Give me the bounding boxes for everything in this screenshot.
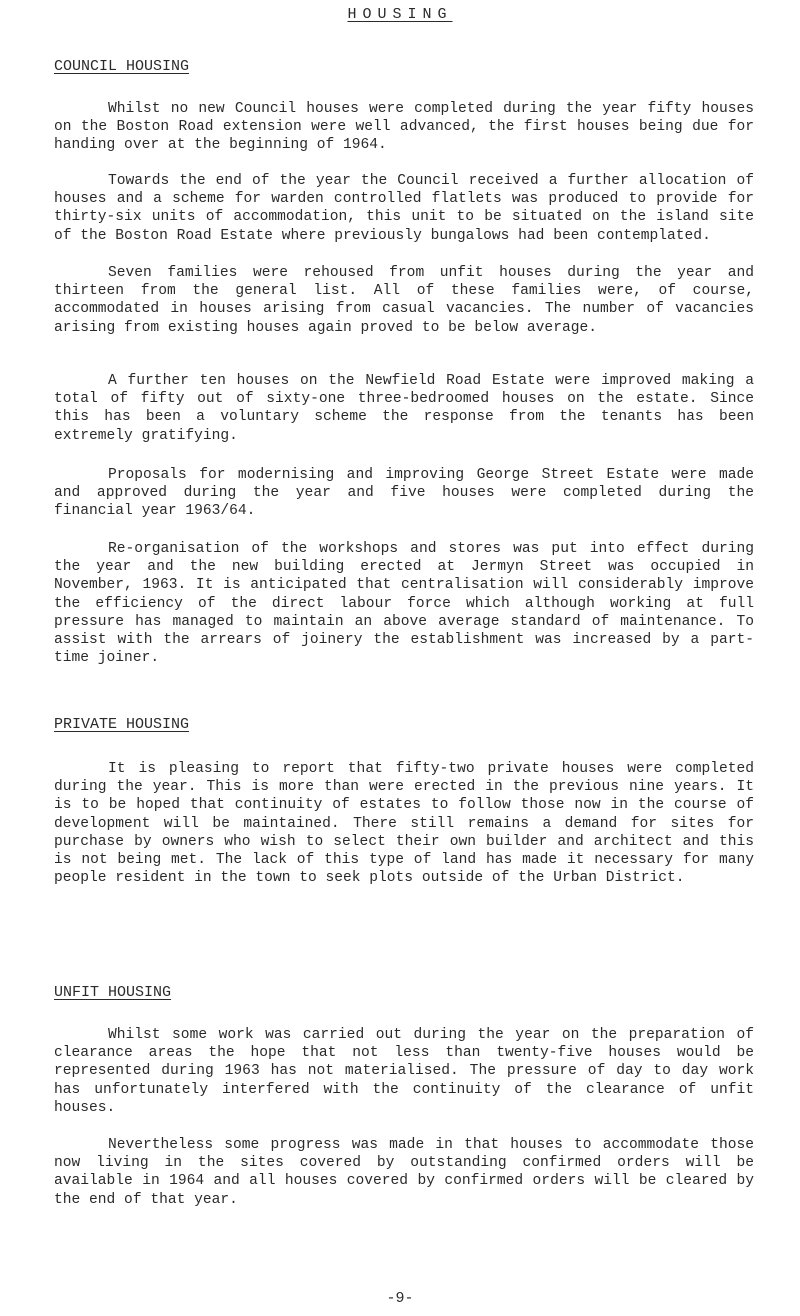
council-paragraph-1: Whilst no new Council houses were completed during the year fifty houses on the Boston Road extension were well advanced, the first houses being due for handing over at the beginning of 1964. bbox=[54, 101, 754, 154]
council-paragraph-5: Proposals for modernising and improving George Street Estate were made and approved during the year and five houses were completed during the financial year 1963/64. bbox=[54, 467, 754, 520]
council-paragraph-3: Seven families were rehoused from unfit houses during the year and thirteen from the general list. All of these families were, of course, accommodated in houses arising from casual vacancies. The number of vacancies arising from existing houses again proved to be below average. bbox=[54, 265, 754, 336]
unfit-housing-heading: UNFIT HOUSING bbox=[54, 984, 172, 1001]
private-housing-heading: PRIVATE HOUSING bbox=[54, 716, 190, 733]
page-title: HOUSING bbox=[347, 6, 453, 23]
council-paragraph-2: Towards the end of the year the Council received a further allocation of houses and a scheme for warden controlled flatlets was produced to provide for thirty-six units of accommodation, this unit to be situated on the island site of the Boston Road Estate where previously bungalows had been contemplated. bbox=[54, 173, 754, 244]
council-paragraph-4: A further ten houses on the Newfield Road Estate were improved making a total of fifty out of sixty-one three-bedroomed houses on the estate. Since this has been a voluntary scheme the response from the tenants has been extremely gratifying. bbox=[54, 373, 754, 444]
page-number: -9- bbox=[386, 1290, 414, 1307]
private-paragraph-1: It is pleasing to report that fifty-two private houses were completed during the year. This is more than were erected in the previous nine years. It is to be hoped that continuity of estates to follow those now in the course of development will be maintained. There still remains a demand for sites for purchase by owners who wish to select their own builder and architect and this is not being met. The lack of this type of land has made it necessary for many people resident in the town to seek plots outside of the Urban District. bbox=[54, 761, 754, 887]
unfit-paragraph-1: Whilst some work was carried out during the year on the preparation of clearance areas the hope that not less than twenty-five houses would be represented during 1963 has not materialised. The pressure of day to day work has unfortunately interfered with the continuity of the clearance of unfit houses. bbox=[54, 1027, 754, 1116]
council-paragraph-6: Re-organisation of the workshops and stores was put into effect during the year and the new building erected at Jermyn Street was occupied in November, 1963. It is anticipated that centralisation will considerably improve the efficiency of the direct labour force which although working at full pressure has managed to maintain an above average standard of maintenance. To assist with the arrears of joinery the establishment was increased by a part-time joiner. bbox=[54, 541, 754, 667]
council-housing-heading: COUNCIL HOUSING bbox=[54, 58, 190, 75]
unfit-paragraph-2: Nevertheless some progress was made in that houses to accommodate those now living in the sites covered by outstanding confirmed orders will be available in 1964 and all houses covered by confirmed orders will be cleared by the end of that year. bbox=[54, 1137, 754, 1208]
